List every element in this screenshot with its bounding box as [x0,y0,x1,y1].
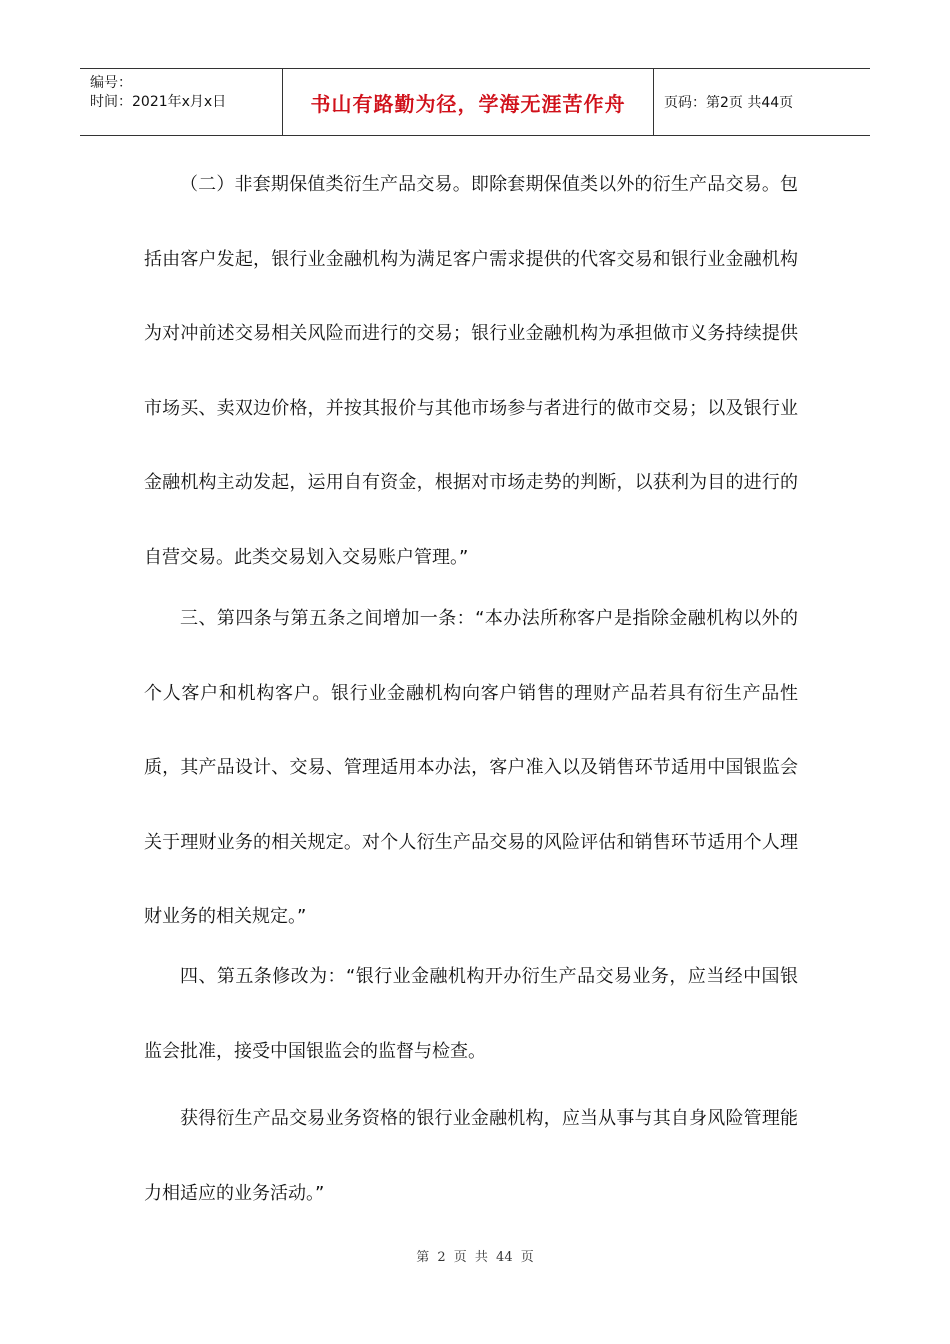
page-footer: 第 2 页 共 44 页 [416,1250,534,1265]
paragraph-article-three: 三、第四条与第五条之间增加一条：“本办法所称客户是指除金融机构以外的个人客户和机构客户。银行业金融机构向客户销售的理财产品若具有衍生产品性质，其产品设计、交易、管理适用本办法，客户准入以及销售环节适用中国银监会关于理财业务的相关规定。对个人衍生产品交易的风险评估和销售环节适用个人理财业务的相关规定。” [144,608,798,927]
header-meta [80,69,282,135]
document-time-label: 时间：2021年x月x日 [90,94,227,110]
header-motto: 书山有路勤为径，学海无涯苦作舟 [282,69,654,135]
paragraph-derivative-definition: （二）非套期保值类衍生产品交易。即除套期保值类以外的衍生产品交易。包括由客户发起，银行业金融机构为满足客户需求提供的代客交易和银行业金融机构为对冲前述交易相关风险而进行的交易；银行业金融机构为承担做市义务持续提供市场买、卖双边价格，并按其报价与其他市场参与者进行的做市交易；以及银行业金融机构主动发起，运用自有资金，根据对市场走势的判断，以获利为目的进行的自营交易。此类交易划入交易账户管理。” [144,174,798,568]
paragraph-article-four: 四、第五条修改为：“银行业金融机构开办衍生产品交易业务，应当经中国银监会批准，接受中国银监会的监督与检查。 [144,966,798,1062]
header-page-number: 页码：第2页 共44页 [664,95,794,111]
document-header [80,68,870,136]
paragraph-business-qualification: 获得衍生产品交易业务资格的银行业金融机构，应当从事与其自身风险管理能力相适应的业务活动。” [144,1108,798,1204]
document-number-label: 编号： [90,75,132,91]
